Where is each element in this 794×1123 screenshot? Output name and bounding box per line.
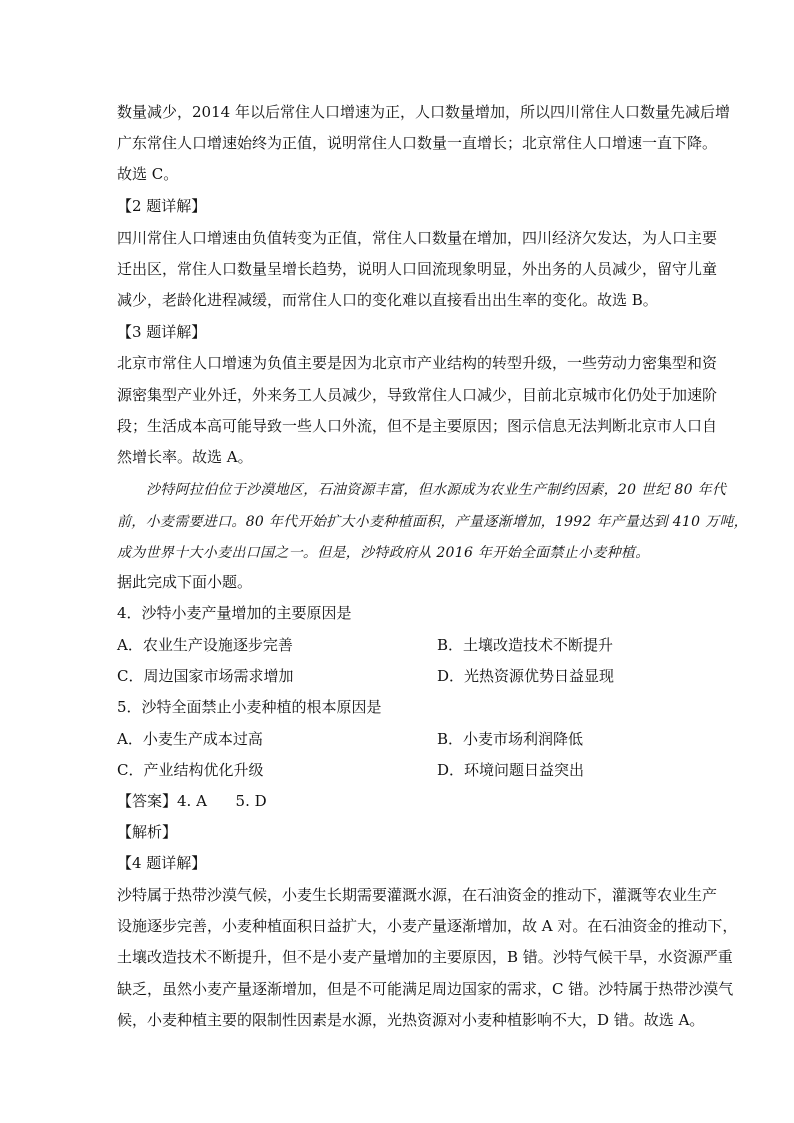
option-a: A．小麦生产成本过高 (117, 730, 263, 748)
text-line: 候，小麦种植主要的限制性因素是水源，光热资源对小麦种植影响不大，D 错。故选 A。 (117, 1011, 705, 1029)
text-line: 故选 C。 (117, 165, 179, 183)
answer-label: 【答案】 (117, 792, 178, 810)
text-line: 北京市常住人口增速为负值主要是因为北京市产业结构的转型升级，一些劳动力密集型和资 (117, 354, 718, 372)
passage-line: 成为世界十大小麦出口国之一。但是，沙特政府从 2016 年开始全面禁止小麦种植。 (117, 545, 650, 561)
passage-line: 前，小麦需要进口。80 年代开始扩大小麦种植面积，产量逐渐增加，1992 年产量达到 410 万吨， (117, 514, 748, 530)
instruction-text: 据此完成下面小题。 (117, 573, 253, 591)
option-b: B．小麦市场利润降低 (437, 730, 584, 748)
section-header: 【3 题详解】 (117, 323, 207, 341)
text-line: 缺乏，虽然小麦产量逐渐增加，但是不可能满足周边国家的需求，C 错。沙特属于热带沙漠气 (117, 980, 734, 998)
section-header: 【4 题详解】 (117, 854, 207, 872)
text-line: 然增长率。故选 A。 (117, 448, 253, 466)
section-header: 【2 题详解】 (117, 197, 207, 215)
answer-line (117, 791, 687, 811)
question-stem: 5．沙特全面禁止小麦种植的根本原因是 (117, 698, 382, 716)
text-line: 数量减少，2014 年以后常住人口增速为正，人口数量增加，所以四川常住人口数量先减后增 (117, 103, 730, 121)
text-line: 四川常住人口增速由负值转变为正值，常住人口数量在增加，四川经济欠发达，为人口主要 (117, 229, 718, 247)
option-d: D．环境问题日益突出 (437, 761, 585, 779)
text-line: 源密集型产业外迁，外来务工人员减少，导致常住人口减少，目前北京城市化仍处于加速阶 (117, 386, 718, 404)
text-line: 段；生活成本高可能导致一些人口外流，但不是主要原因；图示信息无法判断北京市人口自 (117, 417, 718, 435)
text-line: 设施逐步完善，小麦种植面积日益扩大，小麦产量逐渐增加，故 A 对。在石油资金的推动下， (117, 917, 738, 935)
option-c: C．周边国家市场需求增加 (117, 667, 294, 685)
text-line: 土壤改造技术不断提升，但不是小麦产量增加的主要原因，B 错。沙特气候干旱，水资源严重 (117, 948, 733, 966)
option-c: C．产业结构优化升级 (117, 761, 264, 779)
question-stem: 4．沙特小麦产量增加的主要原因是 (117, 604, 352, 622)
text-line: 沙特属于热带沙漠气候，小麦生长期需要灌溉水源，在石油资金的推动下，灌溉等农业生产 (117, 886, 718, 904)
text-line: 广东常住人口增速始终为正值，说明常住人口数量一直增长；北京常住人口增速一直下降。 (117, 134, 718, 152)
answer-value: 4. A 5. D (177, 792, 267, 810)
text-line: 迁出区，常住人口数量呈增长趋势，说明人口回流现象明显，外出务的人员减少，留守儿童 (117, 260, 718, 278)
passage-line: 沙特阿拉伯位于沙漠地区，石油资源丰富，但水源成为农业生产制约因素，20 世纪 80 年代 (146, 482, 727, 498)
text-line: 减少，老龄化进程减缓，而常住人口的变化难以直接看出出生率的变化。故选 B。 (117, 291, 658, 309)
option-b: B．土壤改造技术不断提升 (437, 636, 614, 654)
option-d: D．光热资源优势日益显现 (437, 667, 615, 685)
option-a: A．农业生产设施逐步完善 (117, 636, 293, 654)
analysis-label: 【解析】 (117, 823, 178, 841)
